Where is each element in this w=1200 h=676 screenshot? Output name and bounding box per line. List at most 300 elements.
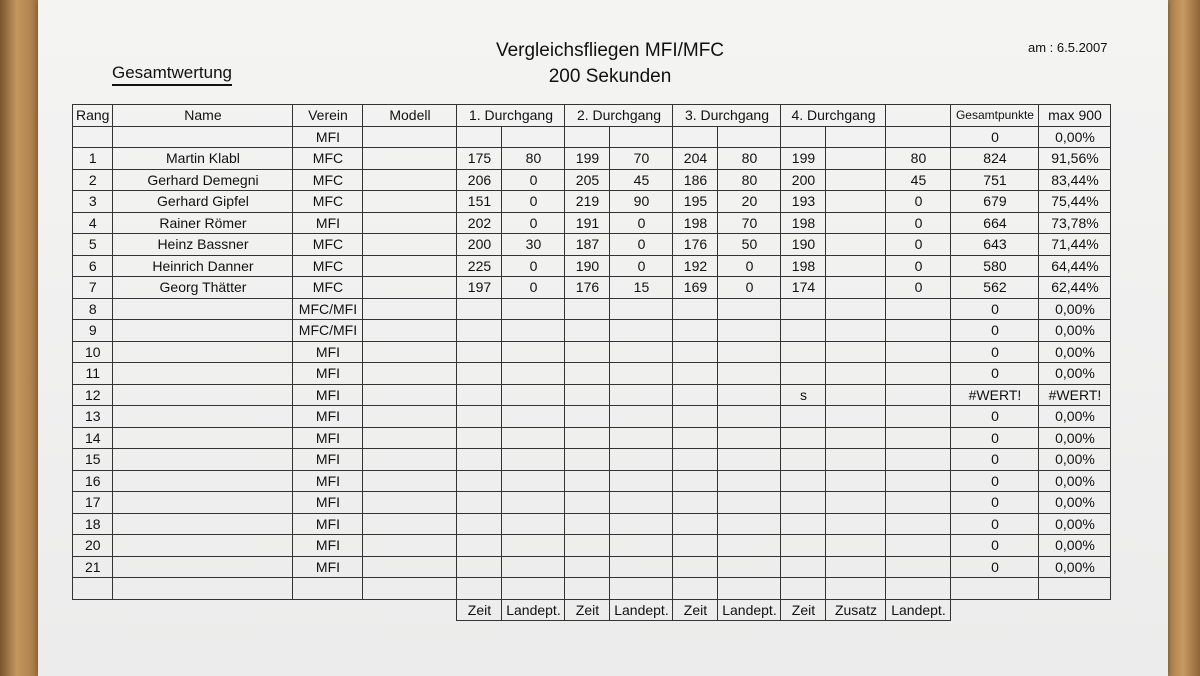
table-row xyxy=(73,341,1111,363)
cell-d3-zeit xyxy=(673,449,718,471)
cell-modell xyxy=(363,535,457,557)
cell-d3-landept: 0 xyxy=(718,277,781,299)
cell-d4-zusatz xyxy=(826,298,886,320)
cell-d4-landept: 0 xyxy=(886,191,951,213)
cell-modell xyxy=(363,298,457,320)
table-cell xyxy=(610,126,673,148)
cell-d4-zeit xyxy=(781,363,826,385)
cell-d4-zeit xyxy=(781,578,826,600)
cell-d1-landept: 0 xyxy=(502,277,565,299)
cell-d3-landept xyxy=(718,406,781,428)
cell-d4-landept xyxy=(886,320,951,342)
cell-gesamtpunkte: 824 xyxy=(951,148,1039,170)
cell-d2-landept xyxy=(610,513,673,535)
cell-d2-landept xyxy=(610,556,673,578)
cell-d2-zeit xyxy=(565,363,610,385)
cell-d1-zeit: 225 xyxy=(457,255,502,277)
cell-rang: 18 xyxy=(73,513,113,535)
cell-d3-landept xyxy=(718,556,781,578)
table-cell xyxy=(718,126,781,148)
cell-modell xyxy=(363,556,457,578)
cell-d3-landept xyxy=(718,470,781,492)
cell-d4-zeit xyxy=(781,492,826,514)
cell-prozent: 0,00% xyxy=(1039,427,1111,449)
cell-d3-landept: 50 xyxy=(718,234,781,256)
cell-gesamtpunkte: 0 xyxy=(951,513,1039,535)
cell-d1-landept xyxy=(502,535,565,557)
cell-gesamtpunkte: 0 xyxy=(951,298,1039,320)
cell-d2-zeit: 205 xyxy=(565,169,610,191)
cell-rang: 12 xyxy=(73,384,113,406)
cell-d4-zeit: 200 xyxy=(781,169,826,191)
cell-d4-landept xyxy=(886,406,951,428)
cell-d1-landept: 0 xyxy=(502,169,565,191)
wood-background-left xyxy=(0,0,42,676)
cell-verein: MFI xyxy=(293,535,363,557)
cell-d1-landept xyxy=(502,384,565,406)
cell-d4-zeit xyxy=(781,470,826,492)
cell-d4-zeit: 174 xyxy=(781,277,826,299)
cell-d1-zeit xyxy=(457,384,502,406)
cell-d4-landept xyxy=(886,535,951,557)
cell-d1-zeit: 175 xyxy=(457,148,502,170)
cell-prozent xyxy=(1039,578,1111,600)
cell-name xyxy=(113,513,293,535)
cell-d4-landept: 0 xyxy=(886,277,951,299)
cell-d4-zusatz xyxy=(826,234,886,256)
cell-d4-zusatz xyxy=(826,191,886,213)
cell-d4-zeit: 198 xyxy=(781,255,826,277)
cell-prozent: 62,44% xyxy=(1039,277,1111,299)
cell-d3-zeit: 195 xyxy=(673,191,718,213)
cell-d2-zeit: 187 xyxy=(565,234,610,256)
cell-d4-zeit xyxy=(781,535,826,557)
cell-d1-zeit xyxy=(457,406,502,428)
cell-d1-landept xyxy=(502,298,565,320)
cell-modell xyxy=(363,169,457,191)
cell-d1-landept xyxy=(502,556,565,578)
cell-d4-zusatz xyxy=(826,513,886,535)
cell-modell xyxy=(363,406,457,428)
cell-d3-zeit xyxy=(673,578,718,600)
results-table xyxy=(72,104,1111,621)
cell-d4-landept xyxy=(886,427,951,449)
table-row xyxy=(73,492,1111,514)
cell-d2-zeit xyxy=(565,320,610,342)
cell-rang: 8 xyxy=(73,298,113,320)
cell-d1-zeit xyxy=(457,556,502,578)
cell-name xyxy=(113,556,293,578)
table-row xyxy=(73,191,1111,213)
cell-name xyxy=(113,492,293,514)
cell-d2-landept xyxy=(610,578,673,600)
cell-d4-zeit xyxy=(781,406,826,428)
cell-d1-zeit xyxy=(457,578,502,600)
document-subtitle: 200 Sekunden xyxy=(548,66,672,87)
table-row xyxy=(73,449,1111,471)
cell-d2-landept xyxy=(610,298,673,320)
header-durchgang-2: 2. Durchgang xyxy=(565,105,673,127)
footer-empty-cell xyxy=(363,599,457,621)
cell-d4-zusatz xyxy=(826,277,886,299)
cell-d2-landept: 0 xyxy=(610,234,673,256)
cell-d2-landept xyxy=(610,427,673,449)
cell-verein: MFC xyxy=(293,169,363,191)
table-row xyxy=(73,298,1111,320)
header-verein: Verein xyxy=(293,105,363,127)
table-cell xyxy=(457,126,502,148)
cell-prozent: 71,44% xyxy=(1039,234,1111,256)
cell-d4-zusatz xyxy=(826,341,886,363)
document-title: Vergleichsfliegen MFI/MFC xyxy=(495,40,725,61)
cell-d2-zeit: 191 xyxy=(565,212,610,234)
cell-d1-zeit xyxy=(457,492,502,514)
cell-d1-landept xyxy=(502,578,565,600)
cell-verein: MFI xyxy=(293,449,363,471)
cell-verein: MFC xyxy=(293,234,363,256)
section-heading: Gesamtwertung xyxy=(112,63,232,86)
cell-d2-zeit xyxy=(565,556,610,578)
cell-d4-zusatz xyxy=(826,320,886,342)
cell-rang: 15 xyxy=(73,449,113,471)
cell-d3-zeit xyxy=(673,513,718,535)
cell-d2-landept: 15 xyxy=(610,277,673,299)
cell-d4-zeit xyxy=(781,298,826,320)
cell-d4-landept: 0 xyxy=(886,212,951,234)
cell-verein xyxy=(293,578,363,600)
cell-gesamtpunkte: 0 xyxy=(951,535,1039,557)
cell-d2-zeit xyxy=(565,449,610,471)
cell-modell xyxy=(363,148,457,170)
cell-modell xyxy=(363,341,457,363)
table-row xyxy=(73,513,1111,535)
cell-modell xyxy=(363,255,457,277)
cell-d1-zeit xyxy=(457,363,502,385)
cell-d4-zeit: 199 xyxy=(781,148,826,170)
cell-name: Gerhard Gipfel xyxy=(113,191,293,213)
cell-verein: MFC xyxy=(293,277,363,299)
cell-verein: MFC/MFI xyxy=(293,298,363,320)
cell-d2-zeit xyxy=(565,535,610,557)
table-cell xyxy=(502,126,565,148)
cell-d1-zeit xyxy=(457,470,502,492)
cell-d3-landept xyxy=(718,341,781,363)
footer-empty-cell xyxy=(1039,599,1111,621)
cell-d1-zeit xyxy=(457,298,502,320)
cell-verein: MFI xyxy=(293,341,363,363)
cell-name: Heinz Bassner xyxy=(113,234,293,256)
wood-background-right xyxy=(1166,0,1200,676)
cell-d4-zeit: 193 xyxy=(781,191,826,213)
cell-verein: MFC xyxy=(293,191,363,213)
cell-rang: 7 xyxy=(73,277,113,299)
cell-d3-zeit xyxy=(673,470,718,492)
cell-d4-zusatz xyxy=(826,492,886,514)
cell-gesamtpunkte: 0 xyxy=(951,427,1039,449)
footer-empty-cell xyxy=(73,599,113,621)
cell-d1-zeit: 151 xyxy=(457,191,502,213)
footer-d4-zeit: Zeit xyxy=(781,599,826,621)
table-row xyxy=(73,470,1111,492)
cell-d2-landept xyxy=(610,341,673,363)
cell-verein: MFI xyxy=(293,556,363,578)
cell-gesamtpunkte: 0 xyxy=(951,341,1039,363)
cell-d4-zusatz xyxy=(826,255,886,277)
footer-empty-cell xyxy=(951,599,1039,621)
cell-d4-zusatz xyxy=(826,578,886,600)
cell-prozent: #WERT! xyxy=(1039,384,1111,406)
cell-modell xyxy=(363,320,457,342)
cell-rang: 13 xyxy=(73,406,113,428)
cell-verein: MFI xyxy=(293,492,363,514)
cell-d4-landept xyxy=(886,578,951,600)
cell-verein: MFC xyxy=(293,255,363,277)
cell-d2-landept: 0 xyxy=(610,255,673,277)
header-blank xyxy=(886,105,951,127)
table-cell xyxy=(826,126,886,148)
cell-rang xyxy=(73,578,113,600)
cell-d2-zeit: 190 xyxy=(565,255,610,277)
cell-d3-zeit xyxy=(673,384,718,406)
cell-prozent: 75,44% xyxy=(1039,191,1111,213)
header-durchgang-1: 1. Durchgang xyxy=(457,105,565,127)
cell-rang: 17 xyxy=(73,492,113,514)
table-row xyxy=(73,277,1111,299)
footer-row xyxy=(73,599,1111,621)
cell-verein: MFC/MFI xyxy=(293,320,363,342)
cell-d1-landept xyxy=(502,470,565,492)
cell-modell xyxy=(363,578,457,600)
header-name: Name xyxy=(113,105,293,127)
cell-prozent: 0,00% xyxy=(1039,298,1111,320)
cell-d3-landept xyxy=(718,535,781,557)
cell-d3-landept xyxy=(718,320,781,342)
cell-name xyxy=(113,578,293,600)
cell-d1-zeit: 206 xyxy=(457,169,502,191)
cell-d1-landept: 80 xyxy=(502,148,565,170)
cell-d4-zeit xyxy=(781,341,826,363)
cell-gesamtpunkte: 562 xyxy=(951,277,1039,299)
cell-prozent: 0,00% xyxy=(1039,470,1111,492)
cell-d1-landept xyxy=(502,513,565,535)
cell-prozent: 64,44% xyxy=(1039,255,1111,277)
cell-d2-zeit xyxy=(565,492,610,514)
cell-d3-landept xyxy=(718,427,781,449)
cell-d4-zeit: 190 xyxy=(781,234,826,256)
cell-verein: MFI xyxy=(293,470,363,492)
cell-d2-landept xyxy=(610,492,673,514)
table-row xyxy=(73,255,1111,277)
cell-prozent: 0,00% xyxy=(1039,406,1111,428)
cell-modell xyxy=(363,449,457,471)
cell-d3-zeit xyxy=(673,363,718,385)
cell-d4-zeit: 198 xyxy=(781,212,826,234)
cell-d1-landept: 0 xyxy=(502,255,565,277)
cell-modell xyxy=(363,470,457,492)
header-rang: Rang xyxy=(73,105,113,127)
cell-gesamtpunkte: 0 xyxy=(951,126,1039,148)
table-row xyxy=(73,320,1111,342)
cell-modell xyxy=(363,384,457,406)
cell-d2-zeit xyxy=(565,384,610,406)
cell-d3-zeit: 192 xyxy=(673,255,718,277)
cell-d4-zusatz xyxy=(826,406,886,428)
cell-d3-landept xyxy=(718,578,781,600)
cell-d1-zeit: 202 xyxy=(457,212,502,234)
cell-verein: MFI xyxy=(293,126,363,148)
cell-d3-landept: 20 xyxy=(718,191,781,213)
cell-d4-zusatz xyxy=(826,470,886,492)
table-row-summary xyxy=(73,126,1111,148)
cell-d4-landept xyxy=(886,298,951,320)
cell-d2-landept: 45 xyxy=(610,169,673,191)
cell-d1-zeit xyxy=(457,320,502,342)
cell-name xyxy=(113,535,293,557)
footer-d1-zeit: Zeit xyxy=(457,599,502,621)
cell-d1-zeit: 197 xyxy=(457,277,502,299)
cell-d2-zeit xyxy=(565,406,610,428)
table-row xyxy=(73,148,1111,170)
cell-d4-zusatz xyxy=(826,427,886,449)
cell-name xyxy=(113,384,293,406)
cell-d3-zeit xyxy=(673,492,718,514)
cell-rang: 14 xyxy=(73,427,113,449)
table-row xyxy=(73,169,1111,191)
cell-rang: 3 xyxy=(73,191,113,213)
cell-d4-zeit xyxy=(781,513,826,535)
cell-gesamtpunkte: 0 xyxy=(951,492,1039,514)
cell-prozent: 83,44% xyxy=(1039,169,1111,191)
cell-d4-zusatz xyxy=(826,449,886,471)
cell-modell xyxy=(363,492,457,514)
cell-name xyxy=(113,427,293,449)
cell-d3-zeit xyxy=(673,556,718,578)
cell-verein: MFC xyxy=(293,148,363,170)
table-row xyxy=(73,363,1111,385)
cell-prozent: 0,00% xyxy=(1039,535,1111,557)
cell-d2-zeit xyxy=(565,298,610,320)
cell-rang: 21 xyxy=(73,556,113,578)
cell-d4-zusatz xyxy=(826,169,886,191)
cell-prozent: 0,00% xyxy=(1039,492,1111,514)
cell-d1-landept: 0 xyxy=(502,212,565,234)
cell-d3-landept: 0 xyxy=(718,255,781,277)
cell-d3-landept xyxy=(718,449,781,471)
cell-name xyxy=(113,320,293,342)
header-row xyxy=(73,105,1111,127)
table-cell xyxy=(565,126,610,148)
cell-d1-landept xyxy=(502,492,565,514)
cell-verein: MFI xyxy=(293,384,363,406)
cell-verein: MFI xyxy=(293,427,363,449)
footer-d3-landept: Landept. xyxy=(718,599,781,621)
cell-prozent: 0,00% xyxy=(1039,363,1111,385)
cell-d2-zeit xyxy=(565,470,610,492)
cell-d4-landept: 80 xyxy=(886,148,951,170)
cell-modell xyxy=(363,427,457,449)
cell-d3-landept xyxy=(718,513,781,535)
table-cell xyxy=(886,126,951,148)
cell-d2-zeit xyxy=(565,578,610,600)
cell-d4-zusatz xyxy=(826,535,886,557)
header-gesamtpunkte: Gesamtpunkte xyxy=(951,105,1039,127)
cell-name: Georg Thätter xyxy=(113,277,293,299)
cell-gesamtpunkte: 0 xyxy=(951,320,1039,342)
header-max: max 900 xyxy=(1039,105,1111,127)
cell-d3-zeit xyxy=(673,298,718,320)
cell-modell xyxy=(363,277,457,299)
cell-d3-landept: 70 xyxy=(718,212,781,234)
cell-prozent: 73,78% xyxy=(1039,212,1111,234)
table-row xyxy=(73,384,1111,406)
cell-d1-zeit xyxy=(457,341,502,363)
cell-d3-landept: 80 xyxy=(718,169,781,191)
cell-name: Martin Klabl xyxy=(113,148,293,170)
cell-rang: 4 xyxy=(73,212,113,234)
table-cell xyxy=(781,126,826,148)
cell-d1-landept: 30 xyxy=(502,234,565,256)
footer-d2-zeit: Zeit xyxy=(565,599,610,621)
cell-d2-zeit: 176 xyxy=(565,277,610,299)
cell-d3-zeit: 176 xyxy=(673,234,718,256)
cell-rang: 11 xyxy=(73,363,113,385)
header-durchgang-4: 4. Durchgang xyxy=(781,105,886,127)
cell-verein: MFI xyxy=(293,406,363,428)
cell-d2-zeit xyxy=(565,513,610,535)
cell-d4-landept: 0 xyxy=(886,234,951,256)
cell-d2-zeit xyxy=(565,427,610,449)
cell-rang: 20 xyxy=(73,535,113,557)
cell-d2-landept xyxy=(610,320,673,342)
footer-d1-landept: Landept. xyxy=(502,599,565,621)
cell-d1-landept xyxy=(502,406,565,428)
footer-empty-cell xyxy=(293,599,363,621)
cell-d2-landept: 0 xyxy=(610,212,673,234)
cell-prozent: 0,00% xyxy=(1039,341,1111,363)
cell-rang: 9 xyxy=(73,320,113,342)
footer-d3-zeit: Zeit xyxy=(673,599,718,621)
cell-gesamtpunkte: 0 xyxy=(951,449,1039,471)
footer-d4-landept: Landept. xyxy=(886,599,951,621)
cell-modell xyxy=(363,363,457,385)
cell-gesamtpunkte: 679 xyxy=(951,191,1039,213)
cell-d4-zeit xyxy=(781,320,826,342)
cell-prozent: 91,56% xyxy=(1039,148,1111,170)
cell-d3-landept xyxy=(718,384,781,406)
cell-gesamtpunkte xyxy=(951,578,1039,600)
cell-d1-landept xyxy=(502,449,565,471)
cell-d3-landept: 80 xyxy=(718,148,781,170)
cell-modell xyxy=(363,234,457,256)
cell-rang: 10 xyxy=(73,341,113,363)
cell-name xyxy=(113,298,293,320)
cell-d4-landept: 0 xyxy=(886,255,951,277)
cell-d1-zeit xyxy=(457,513,502,535)
cell-rang: 6 xyxy=(73,255,113,277)
cell-d4-zusatz xyxy=(826,556,886,578)
table-cell xyxy=(363,126,457,148)
cell-d3-zeit xyxy=(673,535,718,557)
table-row xyxy=(73,556,1111,578)
cell-d4-zusatz xyxy=(826,384,886,406)
cell-d4-landept xyxy=(886,513,951,535)
cell-name xyxy=(113,341,293,363)
cell-verein: MFI xyxy=(293,513,363,535)
table-cell xyxy=(113,126,293,148)
cell-name: Gerhard Demegni xyxy=(113,169,293,191)
cell-d4-zusatz xyxy=(826,148,886,170)
cell-d3-zeit: 169 xyxy=(673,277,718,299)
